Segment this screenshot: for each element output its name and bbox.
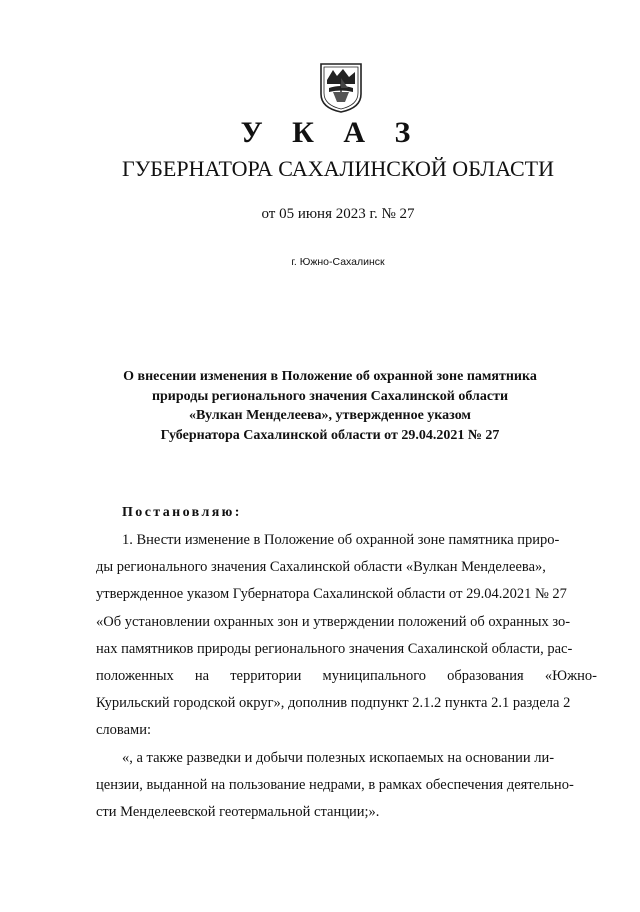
heading-line: «Вулкан Менделеева», утвержденное указом — [189, 408, 471, 423]
body-word: положенных — [96, 667, 174, 684]
body-line: сти Менделеевской геотермальной станции;». — [96, 803, 380, 820]
city-name: г. Южно-Сахалинск — [291, 256, 385, 268]
body-line: 1. Внести изменение в Положение об охранной зоне памятника приро- — [122, 532, 560, 548]
body-line: «Об установлении охранных зон и утверждении положений об охранных зо- — [96, 613, 571, 630]
body-word: муниципального — [322, 667, 427, 684]
heading-line: Губернатора Сахалинской области от 29.04.2021 № 27 — [160, 427, 500, 443]
body-line: утвержденное указом Губернатора Сахалинской области от 29.04.2021 № 27 — [96, 586, 567, 603]
sakhalin-coat-of-arms-icon — [319, 62, 363, 114]
body-line: словами: — [96, 722, 151, 739]
body-line: Курильский городской округ», дополнив подпункт 2.1.2 пункта 2.1 раздела 2 — [96, 695, 571, 712]
body-line: нах памятников природы регионального значения Сахалинской области, рас- — [96, 640, 573, 657]
decree-word: Постановляю: — [122, 505, 242, 520]
date-and-number: от 05 июня 2023 г. № 27 — [261, 206, 415, 222]
heading-line: О внесении изменения в Положение об охранной зоне памятника — [123, 369, 537, 384]
body-line: «, а также разведки и добычи полезных ископаемых на основании ли- — [122, 749, 555, 766]
body-line: цензии, выданной на пользование недрами, в рамках обеспечения деятельно- — [96, 776, 574, 793]
body-line-justified — [96, 663, 597, 690]
body-line: ды регионального значения Сахалинской области «Вулкан Менделеева», — [96, 559, 546, 576]
heading-line: природы регионального значения Сахалинской области — [151, 388, 509, 404]
decree-heading — [120, 367, 540, 445]
body-word: территории — [230, 667, 302, 684]
document-title: У К А З — [240, 116, 422, 149]
body-word: образования — [447, 667, 524, 684]
body-word: на — [194, 667, 210, 684]
body-word: «Южно- — [544, 667, 597, 684]
decree-body — [96, 527, 597, 826]
issuer-subtitle: ГУБЕРНАТОРА САХАЛИНСКОЙ ОБЛАСТИ — [122, 156, 554, 181]
